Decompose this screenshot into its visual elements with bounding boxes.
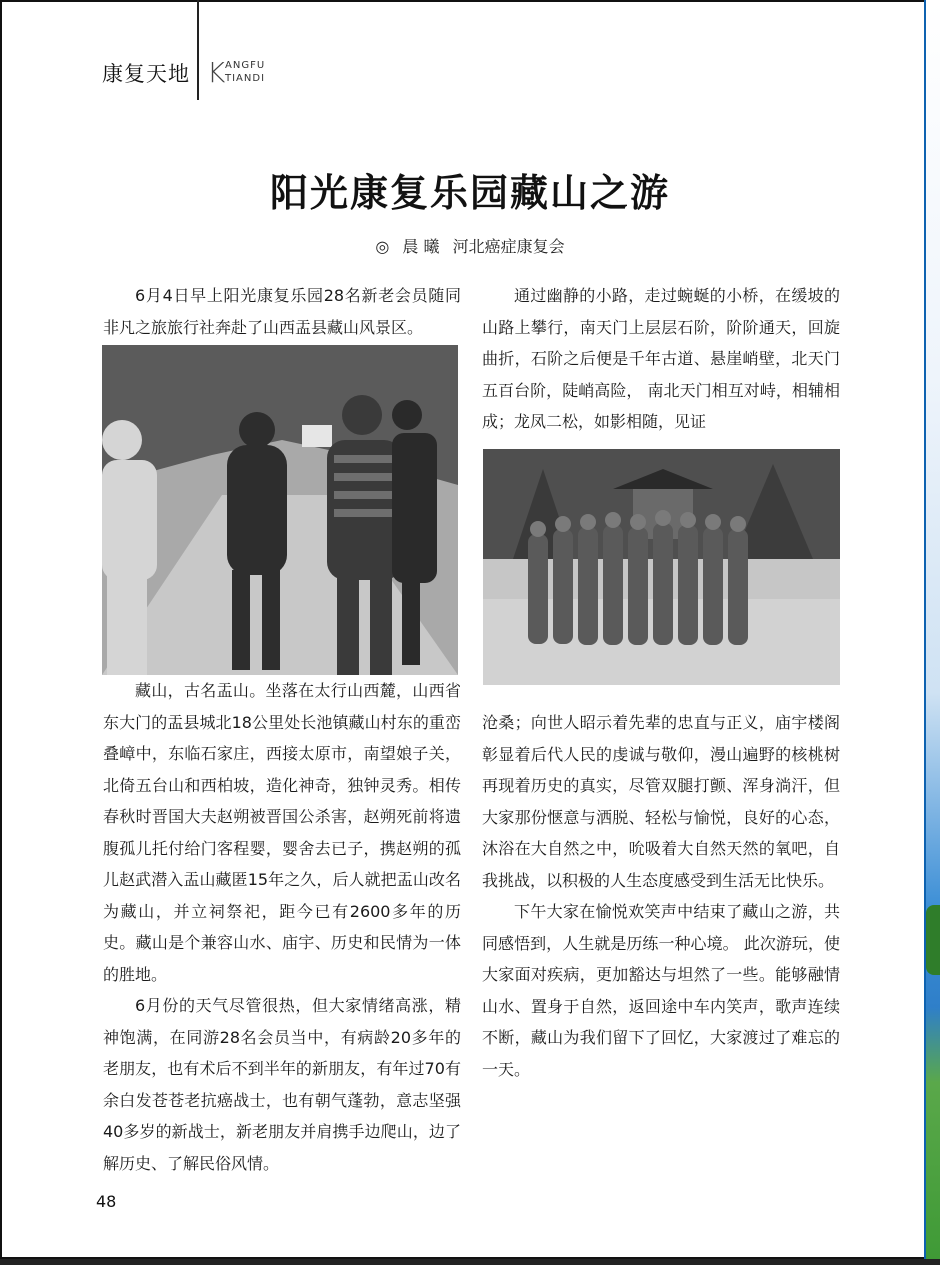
article-title: 阳光康复乐园藏山之游 xyxy=(269,170,670,215)
left-paragraph-1-block xyxy=(103,280,461,343)
organization: 河北癌症康复会 xyxy=(452,237,565,256)
group-walking-illustration xyxy=(102,345,458,675)
group-walking-photo xyxy=(102,345,458,675)
header-divider xyxy=(197,0,199,100)
next-page-edge-tree xyxy=(926,905,940,975)
right-text-lower xyxy=(482,707,840,1085)
byline-mark: ◎ xyxy=(375,237,390,256)
page-bottom-edge xyxy=(0,1259,940,1265)
group-photo-illustration xyxy=(483,449,840,685)
left-paragraph-2: 藏山，古名盂山。坐落在太行山西麓，山西省东大门的盂县城北18公里处长池镇藏山村东的重峦叠嶂中，东临石家庄，西接太原市，南望娘子关，北倚五台山和西柏坡，造化神奇，独钟灵秀。相传春秋时晋国大夫赵朔被晋国公杀害，赵朔死前将遗腹孤儿托付给门客程婴，婴舍去已子，携赵朔的孤儿赵武潜入盂山藏匿15年之久，后人就把盂山改名为藏山，并立祠祭祀，距今已有2600多年的历史。藏山是个兼容山水、庙宇、历史和民情为一体的胜地。 xyxy=(103,681,461,984)
right-paragraph-3: 下午大家在愉悦欢笑声中结束了藏山之游，共同感悟到，人生就是历练一种心境。 此次游玩，使大家面对疾病，更加豁达与坦然了一些。能够融情山水、置身于自然，返回途中车内笑声，歌声连续不断，藏山为我们留下了回忆，大家渡过了难忘的一天。 xyxy=(482,902,840,1079)
left-text-lower xyxy=(103,675,461,1179)
left-paragraph-3: 6月份的天气尽管很热，但大家情绪高涨，精神饱满，在同游28名会员当中，有病龄20多年的老朋友，也有术后不到半年的新朋友，有年过70有余白发苍苍老抗癌战士，也有朝气蓬勃，意志坚强40多岁的新战士，新老朋友并肩携手边爬山，边了解历史、了解民俗风情。 xyxy=(103,996,461,1173)
page-number: 48 xyxy=(96,1192,117,1211)
right-paragraph-1-block xyxy=(482,280,840,438)
section-logo-line1: ANGFU xyxy=(225,60,266,71)
byline xyxy=(0,234,940,257)
section-title: 康复天地 xyxy=(102,62,190,86)
section-logo-initial: K xyxy=(207,56,226,89)
author: 晨 曦 xyxy=(402,237,440,256)
left-paragraph-1: 6月4日早上阳光康复乐园28名新老会员随同非凡之旅旅行社奔赴了山西盂县藏山风景区。 xyxy=(103,286,461,337)
group-photo xyxy=(483,449,840,685)
section-logo-line2: TIANDI xyxy=(225,73,266,84)
right-paragraph-2: 沧桑；向世人昭示着先辈的忠直与正义，庙宇楼阁彰显着后代人民的虔诚与敬仰，漫山遍野的核桃树再现着历史的真实，尽管双腿打颤、浑身淌汗，但大家那份惬意与洒脱、轻松与愉悦，良好的心态，沐浴在大自然之中，吮吸着大自然天然的氧吧，自我挑战，以积极的人生态度感受到生活无比快乐。 xyxy=(482,713,840,890)
right-paragraph-1: 通过幽静的小路，走过蜿蜒的小桥，在缓坡的山路上攀行，南天门上层层石阶，阶阶通天，回旋曲折，石阶之后便是千年古道、悬崖峭壁，北天门五百台阶，陡峭高险， 南北天门相互对峙，相辅相成；龙凤二松，如影相随，见证 xyxy=(482,286,840,431)
